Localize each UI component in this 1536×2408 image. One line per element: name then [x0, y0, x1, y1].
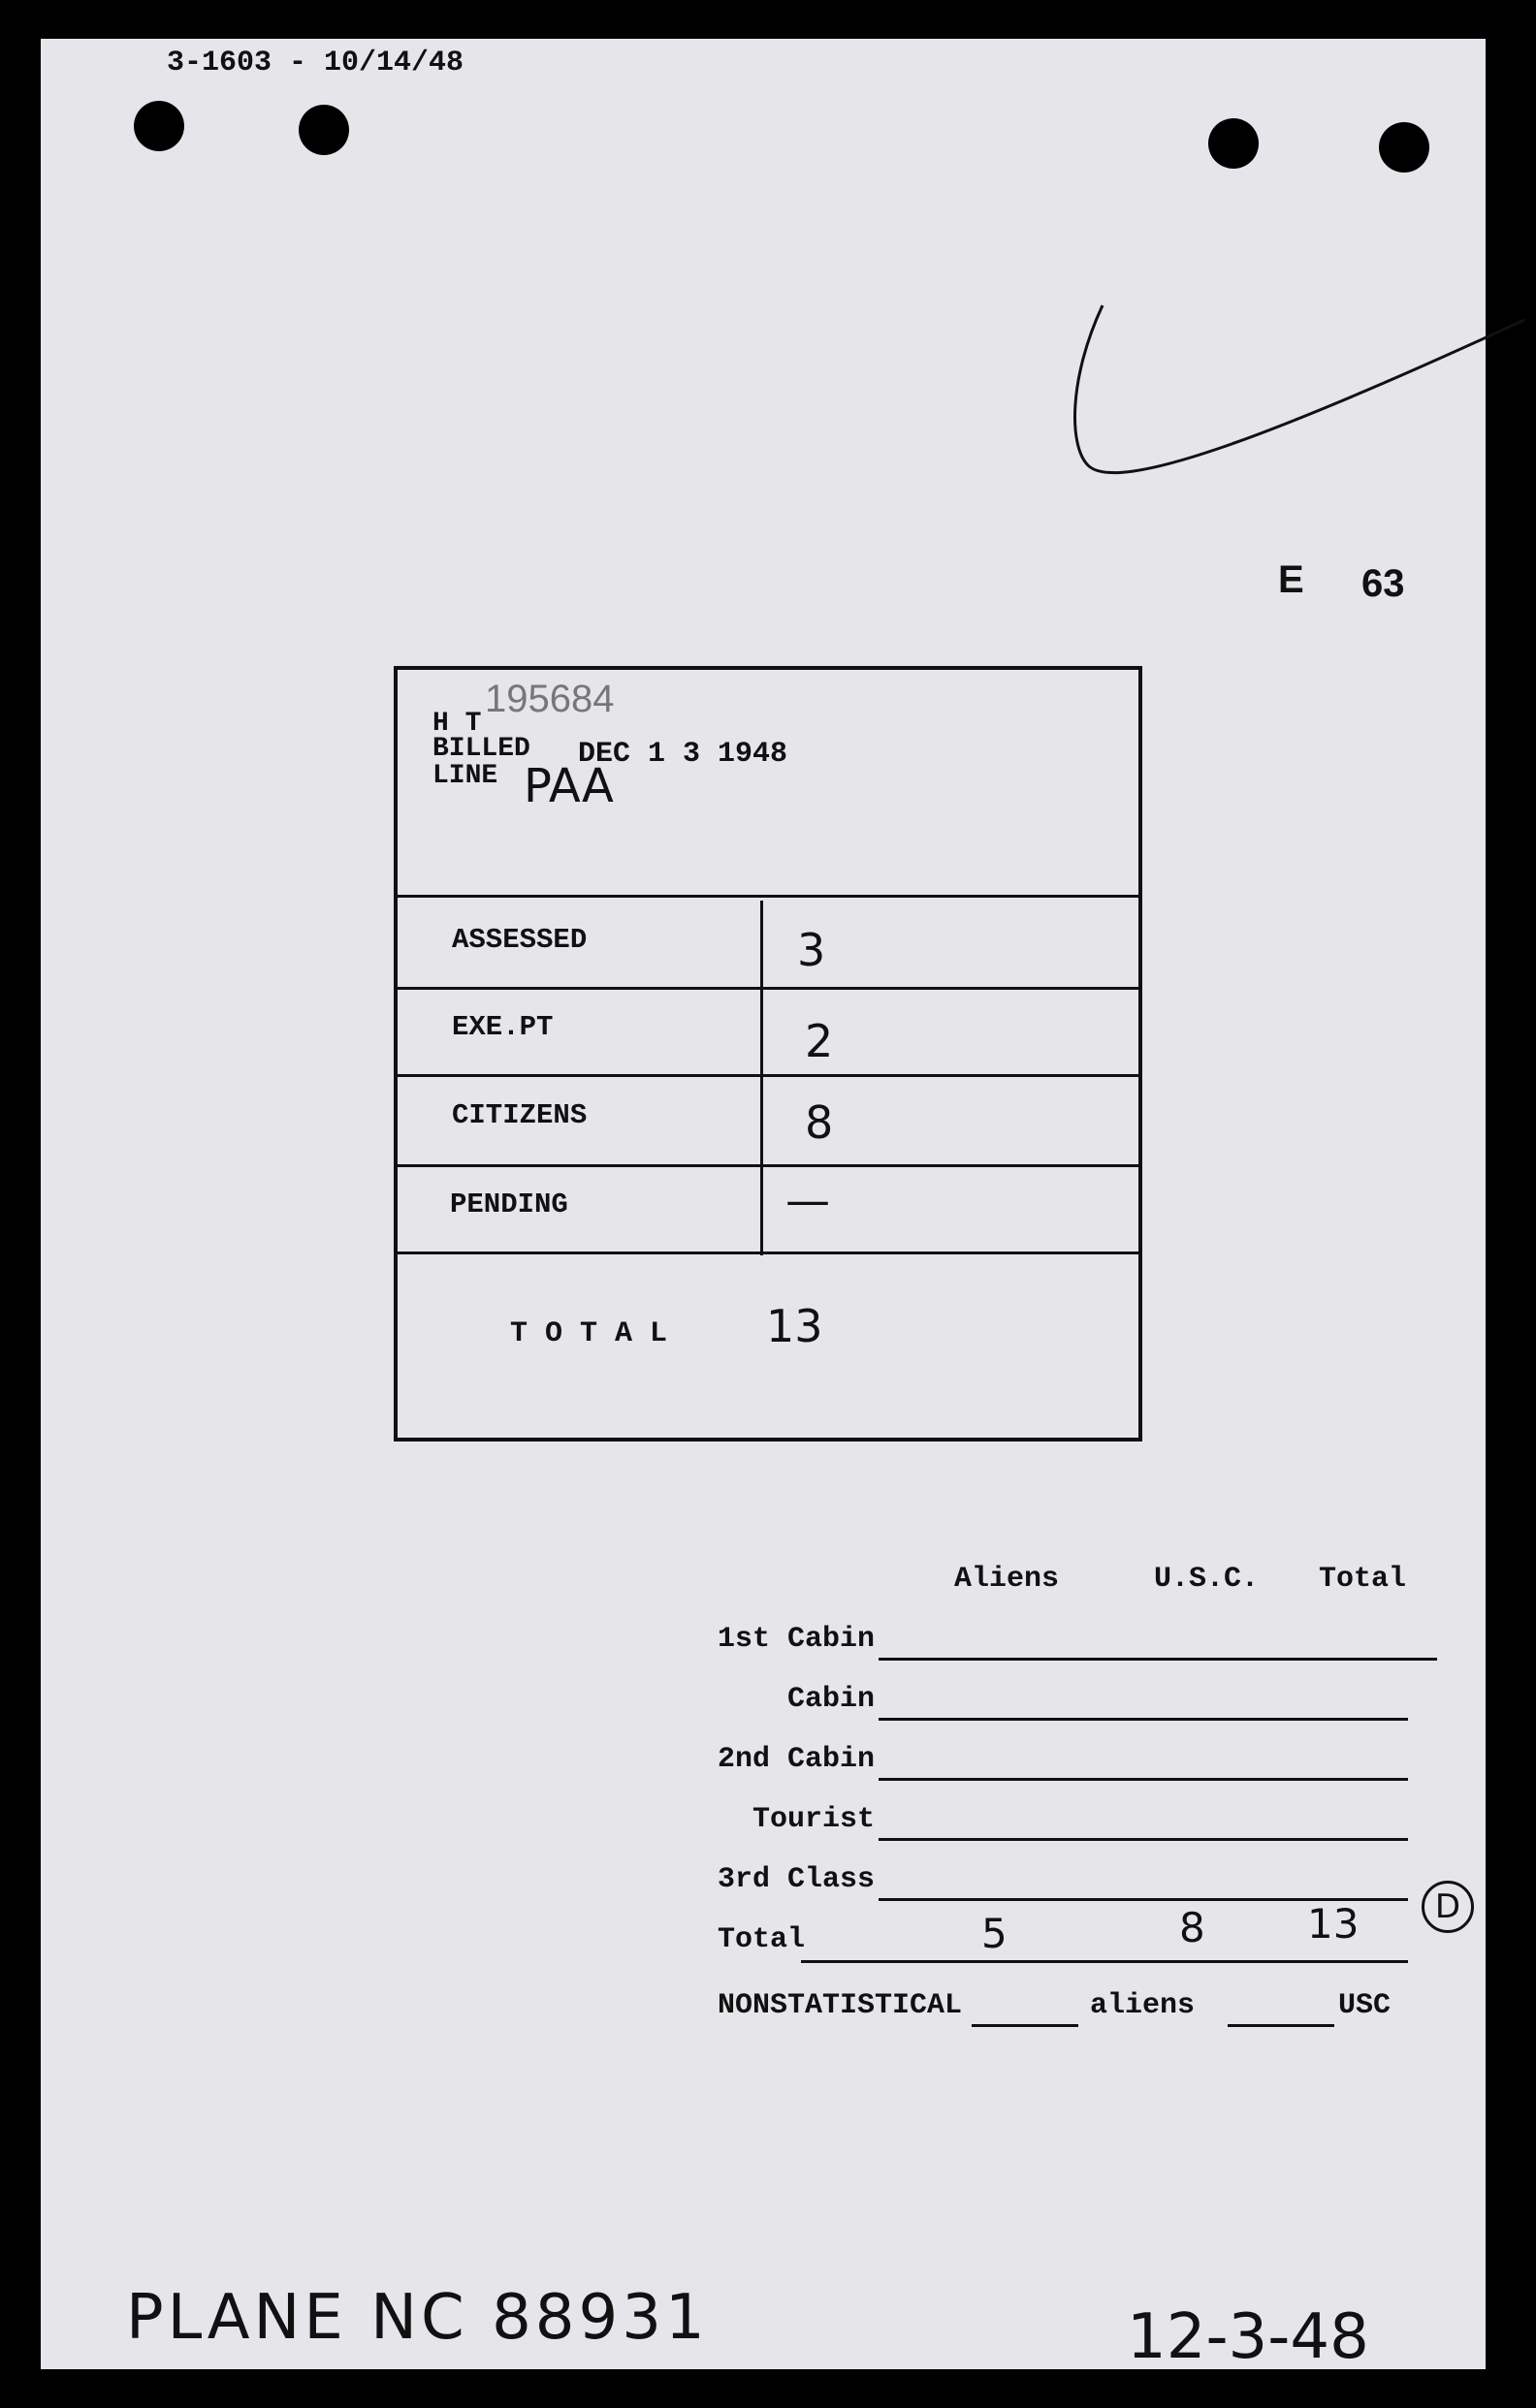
row-value-assessed: 3	[797, 924, 826, 976]
billed-label: BILLED	[432, 734, 530, 764]
row-label-citizens: CITIZENS	[452, 1099, 588, 1131]
class-label-1st-cabin: 1st Cabin	[718, 1623, 876, 1656]
check-mark	[1030, 262, 1534, 514]
punch-hole	[1379, 122, 1429, 173]
usc-label: USC	[1338, 1989, 1392, 2022]
summary-box	[394, 666, 1142, 1442]
total-label: T O T A L	[510, 1317, 668, 1350]
row-value-exempt: 2	[805, 1015, 834, 1067]
fill-line	[879, 1718, 1408, 1721]
fill-line	[972, 2024, 1078, 2027]
row-label-assessed: ASSESSED	[452, 924, 588, 956]
punch-hole	[134, 101, 184, 151]
form-number: 3-1603 - 10/14/48	[167, 47, 464, 79]
row-value-citizens: 8	[805, 1096, 834, 1149]
ht-label: H T	[432, 709, 482, 739]
fill-line	[1228, 2024, 1334, 2027]
circled-mark: D	[1422, 1881, 1474, 1933]
total-value: 13	[766, 1300, 823, 1352]
plane-number: PLANE NC 88931	[126, 2282, 709, 2354]
row-label-exempt: EXE.PT	[452, 1011, 554, 1043]
box-divider	[398, 1164, 1138, 1167]
box-column-divider	[760, 901, 763, 1255]
box-divider	[398, 1074, 1138, 1077]
box-divider	[398, 1252, 1138, 1254]
billed-date: DEC 1 3 1948	[578, 738, 788, 771]
class-label-2nd-cabin: 2nd Cabin	[718, 1743, 876, 1776]
total-usc-value: 8	[1179, 1904, 1205, 1951]
box-divider	[398, 987, 1138, 990]
class-label-tourist: Tourist	[752, 1803, 876, 1836]
fill-line	[801, 1960, 1408, 1963]
column-header-total: Total	[1319, 1563, 1407, 1596]
handwritten-date: 12-3-48	[1127, 2301, 1369, 2373]
total-aliens-value: 5	[981, 1910, 1008, 1957]
page-number: 63	[1361, 562, 1405, 605]
punch-hole	[1208, 118, 1259, 169]
column-header-usc: U.S.C.	[1154, 1563, 1260, 1596]
fill-line	[879, 1658, 1437, 1661]
stamp-number: 195684	[485, 678, 615, 720]
row-value-pending: —	[785, 1174, 830, 1226]
line-label: LINE	[432, 761, 498, 791]
class-label-total: Total	[718, 1923, 806, 1956]
nonstatistical-label: NONSTATISTICAL	[718, 1989, 963, 2022]
document-page	[41, 39, 1486, 2373]
fill-line	[879, 1838, 1408, 1841]
class-label-3rd-class: 3rd Class	[718, 1863, 876, 1896]
class-label-cabin: Cabin	[787, 1683, 876, 1716]
punch-hole	[299, 105, 349, 155]
line-value: PAA	[524, 759, 614, 813]
row-label-pending: PENDING	[450, 1188, 568, 1220]
column-header-aliens: Aliens	[954, 1563, 1060, 1596]
fill-line	[879, 1778, 1408, 1781]
page-mark: E	[1278, 558, 1304, 601]
box-divider	[398, 895, 1138, 898]
aliens-label: aliens	[1090, 1989, 1196, 2022]
total-total-value: 13	[1307, 1900, 1360, 1948]
